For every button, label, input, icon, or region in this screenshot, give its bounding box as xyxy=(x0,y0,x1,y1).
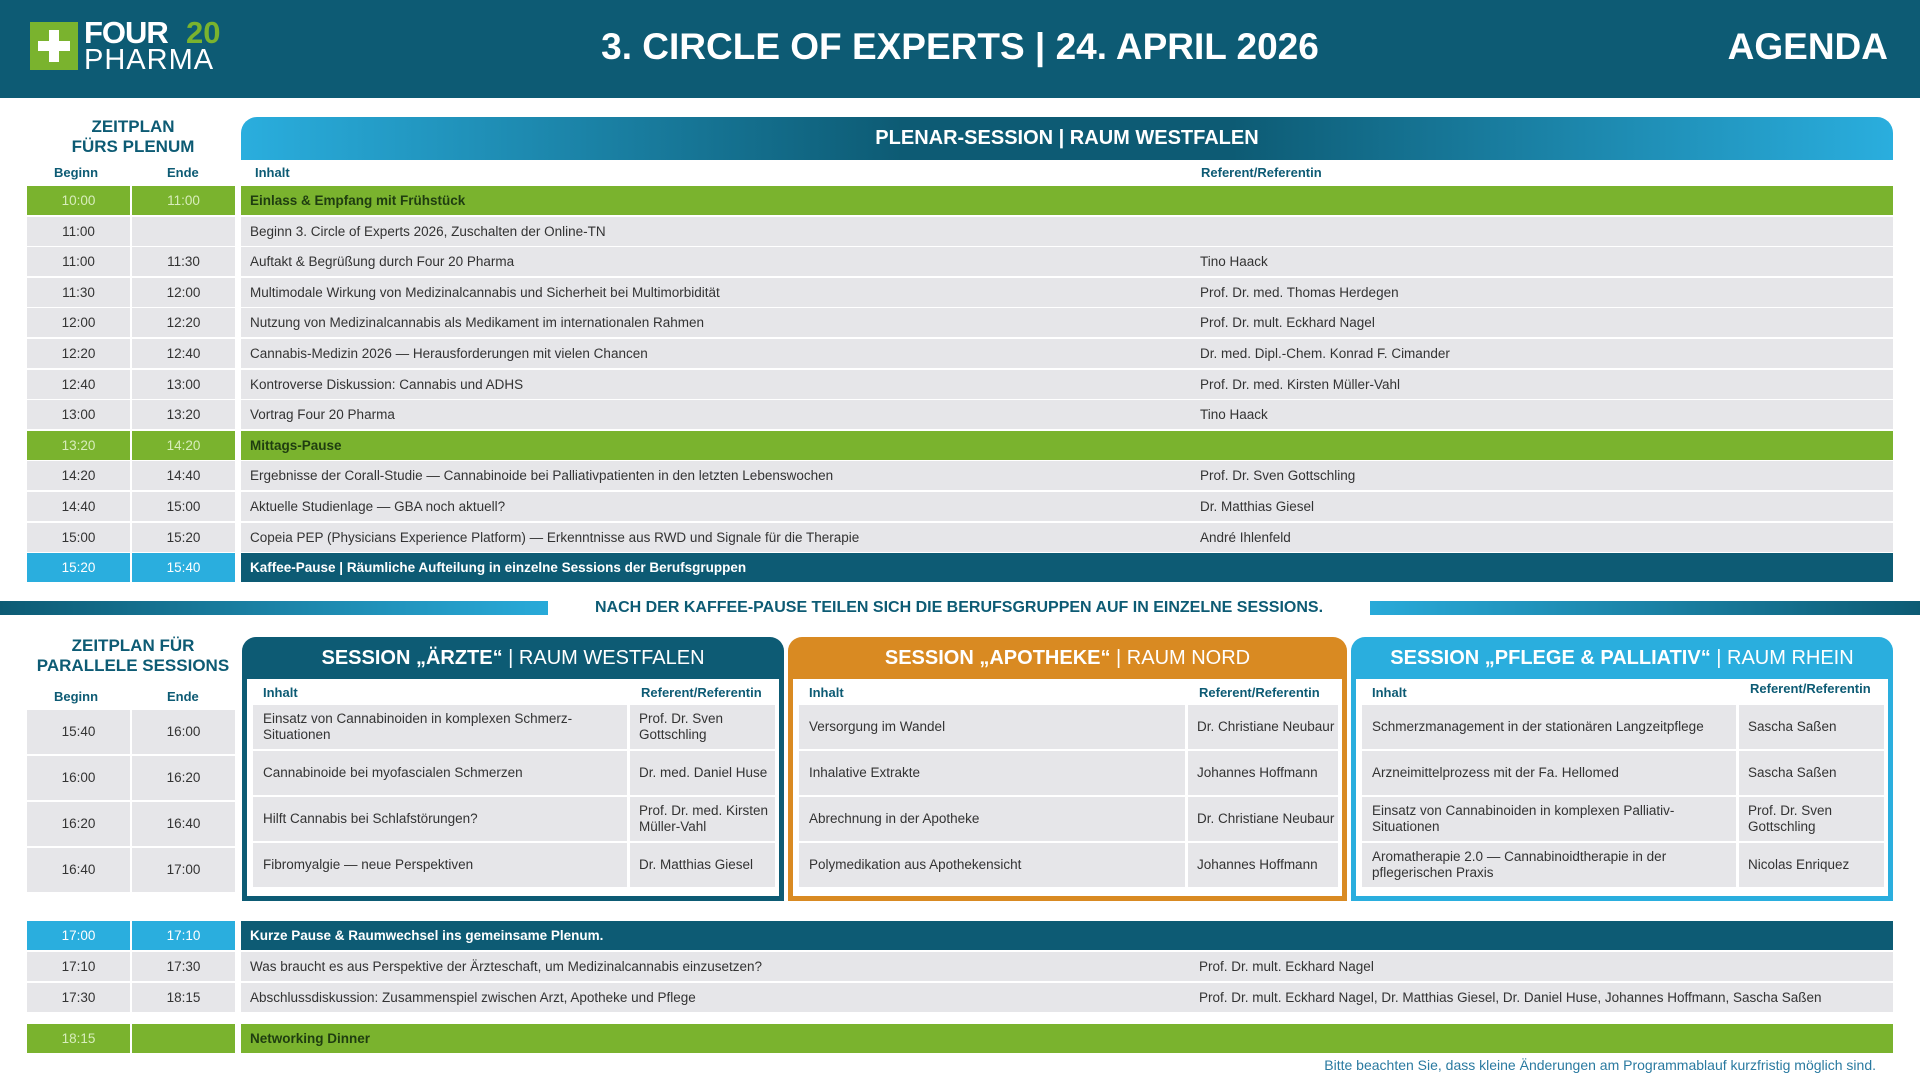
row-begin-time: 11:00 xyxy=(27,247,130,276)
session-item-row xyxy=(799,843,1338,887)
row-content: Multimodale Wirkung von Medizinalcannabis und Sicherheit bei Multimorbidität xyxy=(241,278,1205,307)
session-title xyxy=(788,637,1347,679)
session-item-speaker: Sascha Saßen xyxy=(1739,705,1884,749)
closing-row xyxy=(27,921,1893,950)
row-end-time: 11:00 xyxy=(132,186,235,215)
session-item-speaker: Nicolas Enriquez xyxy=(1739,843,1884,887)
row-content: Abschlussdiskussion: Zusammenspiel zwischen Arzt, Apotheke und Pflege xyxy=(241,983,1199,1012)
row-begin-time: 17:10 xyxy=(27,952,130,981)
plenum-row xyxy=(27,247,1893,276)
row-end-time: 15:40 xyxy=(132,553,235,582)
row-end-time xyxy=(132,1024,235,1053)
session-item-row xyxy=(253,843,775,887)
session-col-speaker: Referent/Referentin xyxy=(1199,685,1320,700)
session-item-content: Arzneimittelprozess mit der Fa. Hellomed xyxy=(1362,751,1736,795)
row-speaker xyxy=(1188,431,1893,460)
session-item-speaker: Dr. Christiane Neubaur xyxy=(1188,797,1338,841)
plenum-row xyxy=(27,400,1893,429)
row-end-time: 17:10 xyxy=(132,921,235,950)
session-item-speaker: Johannes Hoffmann xyxy=(1188,843,1338,887)
row-content: Ergebnisse der Corall-Studie — Cannabinoide bei Palliativpatienten in den letzten Lebenswochen xyxy=(241,461,1205,490)
parallel-title-line-2: PARALLELE SESSIONS xyxy=(36,656,230,675)
session-item-row xyxy=(799,751,1338,795)
session-item-content: Inhalative Extrakte xyxy=(799,751,1185,795)
row-content: Aktuelle Studienlage — GBA noch aktuell? xyxy=(241,492,1205,521)
row-speaker: Tino Haack xyxy=(1188,247,1893,276)
row-speaker: Prof. Dr. mult. Eckhard Nagel xyxy=(1187,952,1893,981)
plenum-row xyxy=(27,308,1893,337)
parallel-time-row xyxy=(27,756,227,800)
col-header-speaker: Referent/Referentin xyxy=(1201,165,1322,180)
row-speaker xyxy=(1188,186,1893,215)
row-begin-time: 14:20 xyxy=(27,461,130,490)
row-end-time: 13:20 xyxy=(132,400,235,429)
session-col-speaker: Referent/Referentin xyxy=(1750,681,1871,696)
session-box xyxy=(788,637,1347,901)
row-speaker: Prof. Dr. med. Kirsten Müller-Vahl xyxy=(1188,370,1893,399)
session-title xyxy=(1351,637,1893,679)
closing-row xyxy=(27,983,1893,1012)
plenum-banner: PLENAR-SESSION | RAUM WESTFALEN xyxy=(241,117,1893,160)
plenum-row xyxy=(27,186,1893,215)
plenum-row xyxy=(27,553,1893,582)
parallel-col-begin: Beginn xyxy=(54,689,99,704)
session-item-content: Polymedikation aus Apothekensicht xyxy=(799,843,1185,887)
row-begin-time: 15:00 xyxy=(27,523,130,552)
plenum-row xyxy=(27,339,1893,368)
plenum-title-line-2: FÜRS PLENUM xyxy=(71,137,195,156)
session-title-room: | RAUM WESTFALEN xyxy=(502,647,705,669)
row-begin-time: 10:00 xyxy=(27,186,130,215)
session-item-content: Fibromyalgie — neue Perspektiven xyxy=(253,843,627,887)
row-end-time: 12:40 xyxy=(132,339,235,368)
row-content: Mittags-Pause xyxy=(241,431,1205,460)
session-title-bold: SESSION „ÄRZTE“ xyxy=(321,647,503,669)
row-begin-time: 12:40 xyxy=(27,370,130,399)
logo-text-num: 20 xyxy=(186,15,221,50)
row-end-time xyxy=(132,217,235,246)
row-speaker: Prof. Dr. Sven Gottschling xyxy=(1188,461,1893,490)
row-content: Cannabis-Medizin 2026 — Herausforderungen mit vielen Chancen xyxy=(241,339,1205,368)
row-speaker: Dr. Matthias Giesel xyxy=(1188,492,1893,521)
row-speaker xyxy=(1188,217,1893,246)
parallel-title-line-1: ZEITPLAN FÜR xyxy=(71,636,195,655)
row-speaker: Prof. Dr. mult. Eckhard Nagel, Dr. Matthias Giesel, Dr. Daniel Huse, Johannes Hoffmann, Sascha Saßen xyxy=(1187,983,1893,1012)
plenum-row xyxy=(27,523,1893,552)
row-content: Kaffee-Pause | Räumliche Aufteilung in einzelne Sessions der Berufsgruppen xyxy=(241,553,1205,582)
row-begin-time: 11:00 xyxy=(27,217,130,246)
header-bar xyxy=(0,0,1920,98)
session-item-content: Cannabinoide bei myofascialen Schmerzen xyxy=(253,751,627,795)
session-title-room: | RAUM RHEIN xyxy=(1710,647,1854,669)
row-content: Kurze Pause & Raumwechsel ins gemeinsame Plenum. xyxy=(241,921,1893,950)
footer-note: Bitte beachten Sie, dass kleine Änderungen am Programmablauf kurzfristig möglich sind. xyxy=(1324,1057,1876,1073)
row-end-time: 13:00 xyxy=(132,370,235,399)
row-content: Einlass & Empfang mit Frühstück xyxy=(241,186,1205,215)
row-content: Copeia PEP (Physicians Experience Platform) — Erkenntnisse aus RWD und Signale für die Therapie xyxy=(241,523,1205,552)
plenum-row xyxy=(27,492,1893,521)
session-item-content: Abrechnung in der Apotheke xyxy=(799,797,1185,841)
row-content: Kontroverse Diskussion: Cannabis und ADHS xyxy=(241,370,1205,399)
session-title-bold: SESSION „APOTHEKE“ xyxy=(884,647,1111,669)
row-begin-time: 18:15 xyxy=(27,1024,130,1053)
parallel-begin-time: 16:40 xyxy=(27,848,130,892)
session-title-room: | RAUM NORD xyxy=(1110,647,1251,669)
parallel-time-row xyxy=(27,802,227,846)
row-end-time: 14:20 xyxy=(132,431,235,460)
session-item-content: Hilft Cannabis bei Schlafstörungen? xyxy=(253,797,627,841)
row-content: Networking Dinner xyxy=(241,1024,1893,1053)
session-item-row xyxy=(1362,751,1884,795)
session-box xyxy=(1351,637,1893,901)
session-item-row xyxy=(253,797,775,841)
closing-row xyxy=(27,1024,1893,1053)
row-end-time: 12:00 xyxy=(132,278,235,307)
divider-text: NACH DER KAFFEE-PAUSE TEILEN SICH DIE BERUFSGRUPPEN AUF IN EINZELNE SESSIONS. xyxy=(548,596,1370,620)
session-item-content: Aromatherapie 2.0 — Cannabinoidtherapie in der pflegerischen Praxis xyxy=(1362,843,1736,887)
logo-text-four: FOUR xyxy=(84,15,168,50)
plenum-row xyxy=(27,217,1893,246)
session-title xyxy=(242,637,784,679)
row-begin-time: 14:40 xyxy=(27,492,130,521)
parallel-begin-time: 16:00 xyxy=(27,756,130,800)
row-end-time: 15:20 xyxy=(132,523,235,552)
session-item-speaker: Prof. Dr. Sven Gottschling xyxy=(1739,797,1884,841)
row-content: Was braucht es aus Perspektive der Ärzteschaft, um Medizinalcannabis einzusetzen? xyxy=(241,952,1199,981)
row-begin-time: 17:30 xyxy=(27,983,130,1012)
session-item-speaker: Dr. Christiane Neubaur xyxy=(1188,705,1338,749)
session-item-content: Einsatz von Cannabinoiden in komplexen Schmerz-Situationen xyxy=(253,705,627,749)
parallel-end-time: 16:00 xyxy=(132,710,235,754)
row-end-time: 11:30 xyxy=(132,247,235,276)
row-begin-time: 12:00 xyxy=(27,308,130,337)
row-speaker: Prof. Dr. mult. Eckhard Nagel xyxy=(1188,308,1893,337)
row-begin-time: 13:20 xyxy=(27,431,130,460)
session-item-row xyxy=(799,705,1338,749)
session-item-row xyxy=(1362,843,1884,887)
parallel-end-time: 16:40 xyxy=(132,802,235,846)
col-header-content: Inhalt xyxy=(255,165,290,180)
row-begin-time: 12:20 xyxy=(27,339,130,368)
session-item-speaker: Dr. med. Daniel Huse xyxy=(630,751,775,795)
parallel-begin-time: 16:20 xyxy=(27,802,130,846)
session-item-row xyxy=(1362,705,1884,749)
session-item-speaker: Dr. Matthias Giesel xyxy=(630,843,775,887)
row-speaker: Dr. med. Dipl.-Chem. Konrad F. Cimander xyxy=(1188,339,1893,368)
session-item-row xyxy=(799,797,1338,841)
parallel-begin-time: 15:40 xyxy=(27,710,130,754)
session-item-content: Einsatz von Cannabinoiden in komplexen Palliativ-Situationen xyxy=(1362,797,1736,841)
plenum-row xyxy=(27,431,1893,460)
plenum-schedule-title xyxy=(22,117,244,157)
row-speaker xyxy=(1188,553,1893,582)
row-end-time: 17:30 xyxy=(132,952,235,981)
session-box xyxy=(242,637,784,901)
plenum-row xyxy=(27,461,1893,490)
row-speaker: Tino Haack xyxy=(1188,400,1893,429)
session-item-row xyxy=(253,705,775,749)
row-end-time: 18:15 xyxy=(132,983,235,1012)
session-item-speaker: Prof. Dr. med. Kirsten Müller-Vahl xyxy=(630,797,775,841)
row-begin-time: 11:30 xyxy=(27,278,130,307)
session-item-speaker: Johannes Hoffmann xyxy=(1188,751,1338,795)
session-item-content: Versorgung im Wandel xyxy=(799,705,1185,749)
parallel-time-row xyxy=(27,710,227,754)
row-end-time: 12:20 xyxy=(132,308,235,337)
session-item-row xyxy=(1362,797,1884,841)
row-content: Vortrag Four 20 Pharma xyxy=(241,400,1205,429)
session-col-speaker: Referent/Referentin xyxy=(641,685,762,700)
session-col-content: Inhalt xyxy=(1372,685,1407,700)
col-header-begin: Beginn xyxy=(54,165,99,180)
session-item-row xyxy=(253,751,775,795)
row-content: Beginn 3. Circle of Experts 2026, Zuschalten der Online-TN xyxy=(241,217,1205,246)
row-begin-time: 17:00 xyxy=(27,921,130,950)
row-begin-time: 13:00 xyxy=(27,400,130,429)
session-col-content: Inhalt xyxy=(263,685,298,700)
agenda-label: AGENDA xyxy=(1727,26,1888,67)
plenum-row xyxy=(27,278,1893,307)
row-content: Auftakt & Begrüßung durch Four 20 Pharma xyxy=(241,247,1205,276)
session-col-content: Inhalt xyxy=(809,685,844,700)
closing-row xyxy=(27,952,1893,981)
row-begin-time: 15:20 xyxy=(27,553,130,582)
parallel-end-time: 17:00 xyxy=(132,848,235,892)
logo-cross-icon xyxy=(30,22,78,70)
row-end-time: 15:00 xyxy=(132,492,235,521)
session-title-bold: SESSION „PFLEGE & PALLIATIV“ xyxy=(1390,647,1711,669)
session-item-content: Schmerzmanagement in der stationären Langzeitpflege xyxy=(1362,705,1736,749)
session-table xyxy=(793,679,1342,896)
parallel-col-end: Ende xyxy=(167,689,199,704)
parallel-schedule-title xyxy=(22,636,244,676)
session-item-speaker: Prof. Dr. Sven Gottschling xyxy=(630,705,775,749)
logo-text-pharma: PHARMA xyxy=(84,44,215,76)
plenum-row xyxy=(27,370,1893,399)
session-item-speaker: Sascha Saßen xyxy=(1739,751,1884,795)
page-title: 3. CIRCLE OF EXPERTS | 24. APRIL 2026 xyxy=(601,26,1319,67)
row-content: Nutzung von Medizinalcannabis als Medikament im internationalen Rahmen xyxy=(241,308,1205,337)
row-speaker: Prof. Dr. med. Thomas Herdegen xyxy=(1188,278,1893,307)
row-speaker: André Ihlenfeld xyxy=(1188,523,1893,552)
col-header-end: Ende xyxy=(167,165,199,180)
session-table xyxy=(1356,679,1888,896)
row-end-time: 14:40 xyxy=(132,461,235,490)
parallel-time-row xyxy=(27,848,227,892)
session-table xyxy=(247,679,779,896)
parallel-end-time: 16:20 xyxy=(132,756,235,800)
plenum-title-line-1: ZEITPLAN xyxy=(91,117,175,136)
